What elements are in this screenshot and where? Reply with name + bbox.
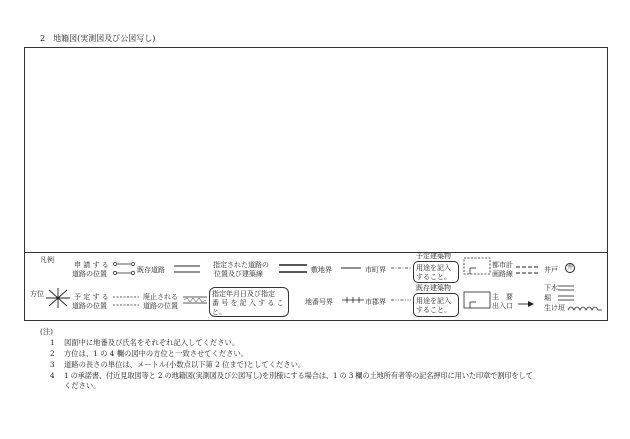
legend-planned-road-l1: 予 定 す る bbox=[74, 293, 109, 301]
legend-planned-building-l2: 用途を記入 bbox=[416, 264, 451, 272]
site-boundary-symbol-icon bbox=[341, 265, 361, 271]
legend-planned-road-l2: 道路の位置 bbox=[72, 302, 107, 310]
legend-designated-date-l2: 番 号 を 記 入 す る こ bbox=[212, 299, 284, 307]
legend-existing-road-label: 既存道路 bbox=[137, 266, 165, 274]
legend-designated-date-l1: 指定年月日及び指定 bbox=[212, 290, 275, 298]
note-4-continuation: ください。 bbox=[64, 381, 101, 390]
legend-main-entrance-l1: 主 要 bbox=[492, 293, 513, 301]
hedge-symbol-icon bbox=[568, 304, 602, 312]
legend-well-label: 井戸 bbox=[544, 266, 558, 274]
drawing-area-frame bbox=[24, 47, 608, 321]
note-1-number: 1 bbox=[50, 338, 55, 347]
legend-site-boundary-label: 敷地界 bbox=[311, 266, 332, 274]
legend-abolished-road-l2: 道路の位置 bbox=[143, 302, 178, 310]
ditch-symbol-icon bbox=[558, 295, 574, 301]
city-plan-road-symbol-icon bbox=[516, 265, 538, 275]
city-town-boundary-symbol-icon bbox=[391, 265, 411, 271]
legend-main-entrance-l2: 出入口 bbox=[492, 302, 513, 310]
compass-icon bbox=[46, 288, 70, 308]
legend-planned-building-l3: すること。 bbox=[416, 273, 451, 281]
legend-designated-road-l1: 指定された道路の bbox=[213, 261, 269, 269]
note-4-number: 4 bbox=[50, 371, 55, 380]
note-3-text: 道路の長さの単位は、メートル(小数点以下第 2 位まで)としてください。 bbox=[64, 360, 306, 369]
legend-designated-date-l3: と。 bbox=[212, 308, 226, 316]
legend-separator bbox=[24, 252, 608, 253]
note-2-number: 2 bbox=[50, 349, 55, 358]
legend-existing-building-l1: 既存建築物 bbox=[416, 284, 451, 292]
well-symbol: 井 bbox=[566, 264, 573, 271]
legend-lot-boundary-label: 地番号界 bbox=[305, 298, 333, 306]
legend-apply-road-l2: 道路の位置 bbox=[72, 270, 107, 278]
existing-building-symbol-icon bbox=[462, 290, 492, 310]
legend-sewer-label: 下水 bbox=[544, 284, 558, 292]
note-1-text: 図面中に地番及び氏名をそれぞれ記入してください。 bbox=[64, 338, 240, 347]
legend-ditch-label: 堀 bbox=[544, 294, 551, 302]
page-heading: 2 地籍図(実測図及び公図写し) bbox=[40, 34, 156, 43]
entrance-arrow-icon bbox=[518, 300, 534, 308]
apply-road-symbol-icon bbox=[113, 262, 135, 276]
notes-title: (注) bbox=[40, 327, 53, 336]
legend-title: 凡例 bbox=[40, 256, 54, 264]
note-3-number: 3 bbox=[50, 360, 55, 369]
legend-city-plan-road-l1: 都市計 bbox=[492, 261, 513, 269]
direction-label: 方位 bbox=[30, 290, 44, 298]
lot-boundary-symbol-icon bbox=[342, 296, 364, 304]
existing-road-symbol-icon bbox=[174, 264, 200, 274]
sewer-symbol-icon bbox=[558, 285, 574, 291]
legend-existing-building-l3: すること。 bbox=[416, 306, 451, 314]
legend-city-county-boundary-label: 市郡界 bbox=[365, 298, 386, 306]
designated-road-symbol-icon bbox=[279, 263, 307, 275]
legend-apply-road-l1: 申 請 す る bbox=[74, 261, 109, 269]
legend-city-town-boundary-label: 市町界 bbox=[365, 266, 386, 274]
legend-designated-road-l2: 位置及び建築線 bbox=[214, 270, 263, 278]
abolished-road-symbol-icon bbox=[183, 295, 207, 305]
legend-hedge-label: 生け垣 bbox=[544, 304, 565, 312]
note-4-text: 1 の承諾書、付近見取図等と 2 の地籍図(実測図及び公図写し)を別様にする場合は、1 の 3 欄の土地所有者等の記名押印に用いた印章で割印をして bbox=[64, 371, 533, 380]
legend-city-plan-road-l2: 画路線 bbox=[492, 270, 513, 278]
legend-planned-building-l1: 予定建築物 bbox=[416, 252, 451, 260]
planned-building-symbol-icon bbox=[462, 256, 492, 276]
note-2-text: 方位は、1 の 4 欄の図中の方位と一致させてください。 bbox=[64, 349, 249, 358]
planned-road-symbol-icon bbox=[113, 295, 139, 307]
city-county-boundary-symbol-icon bbox=[391, 297, 411, 303]
legend-abolished-road-l1: 廃止される bbox=[143, 293, 178, 301]
legend-existing-building-l2: 用途を記入 bbox=[416, 297, 451, 305]
